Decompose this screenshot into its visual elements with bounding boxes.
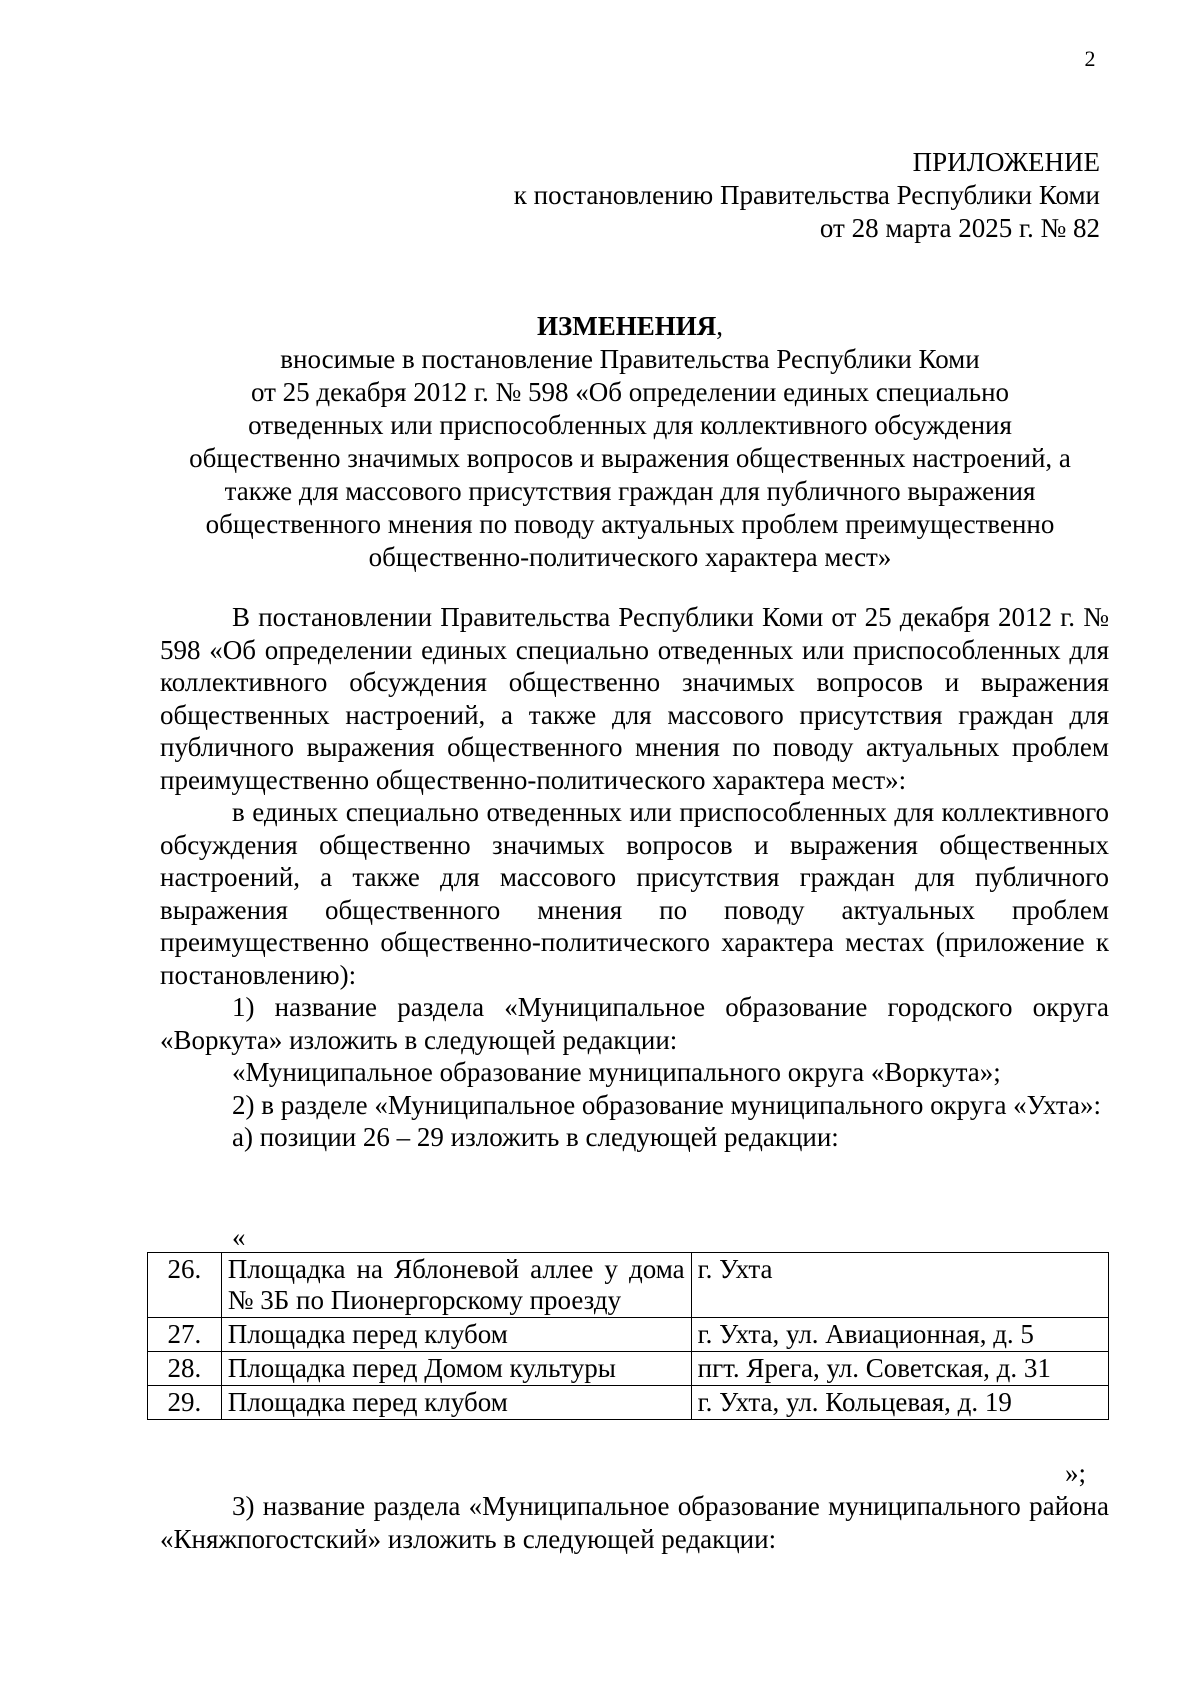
document-title xyxy=(150,310,1110,574)
row-place: Площадка перед Домом культуры xyxy=(221,1352,691,1386)
row-number: 29. xyxy=(148,1386,222,1420)
title-heading-punct: , xyxy=(716,311,723,341)
body-item-3-block xyxy=(160,1490,1109,1556)
table-row xyxy=(148,1386,1109,1420)
table-row xyxy=(148,1253,1109,1318)
title-line: общественно значимых вопросов и выражения общественных настроений, а xyxy=(189,443,1071,473)
title-line: вносимые в постановление Правительства Республики Коми xyxy=(280,344,980,374)
title-line: общественного мнения по поводу актуальных проблем преимущественно xyxy=(205,509,1055,539)
appendix-header xyxy=(514,146,1100,245)
body-paragraph-scope: в единых специально отведенных или приспособленных для коллективного обсуждения общественно значимых вопросов и выражения общественных настроений, а также для массового присутствия граждан для публичного выражения общественного мнения по поводу актуальных проблем преимущественно общественно-политического характера местах (приложение к постановлению): xyxy=(160,797,1109,990)
row-number: 28. xyxy=(148,1352,222,1386)
body-item-3: 3) название раздела «Муниципальное образование муниципального района «Княжпогостский» изложить в следующей редакции: xyxy=(160,1491,1109,1554)
row-place: Площадка на Яблоневой аллее у дома № 3Б по Пионергорскому проезду xyxy=(221,1253,691,1318)
title-heading: ИЗМЕНЕНИЯ xyxy=(536,311,717,341)
row-place: Площадка перед клубом xyxy=(221,1386,691,1420)
title-line: от 25 декабря 2012 г. № 598 «Об определении единых специально xyxy=(250,377,1010,407)
row-place: Площадка перед клубом xyxy=(221,1318,691,1352)
appendix-label: ПРИЛОЖЕНИЕ xyxy=(912,147,1100,177)
body-item-2: 2) в разделе «Муниципальное образование муниципального округа «Ухта»: xyxy=(232,1089,1102,1120)
body-item-1: 1) название раздела «Муниципальное образование городского округа «Воркута» изложить в следующей редакции: xyxy=(160,992,1109,1055)
document-body xyxy=(160,601,1109,1154)
body-item-2a: а) позиции 26 – 29 изложить в следующей редакции: xyxy=(232,1122,839,1152)
appendix-line-1: к постановлению Правительства Республики Коми xyxy=(513,180,1100,210)
title-line: отведенных или приспособленных для коллективного обсуждения xyxy=(248,410,1012,440)
row-address: г. Ухта, ул. Кольцевая, д. 19 xyxy=(691,1386,1108,1420)
page-number: 2 xyxy=(1084,46,1096,71)
quote-close: »; xyxy=(1065,1458,1087,1488)
title-line: также для массового присутствия граждан для публичного выражения xyxy=(224,476,1036,506)
row-number: 27. xyxy=(148,1318,222,1352)
appendix-line-2: от 28 марта 2025 г. № 82 xyxy=(819,213,1100,243)
row-address: г. Ухта, ул. Авиационная, д. 5 xyxy=(691,1318,1108,1352)
quote-open: « xyxy=(232,1222,246,1252)
title-line: общественно-политического характера мест» xyxy=(368,542,892,572)
body-paragraph-intro: В постановлении Правительства Республики Коми от 25 декабря 2012 г. № 598 «Об определении единых специально отведенных или приспособленных для коллективного обсуждения общественно значимых вопросов и выражения общественных настроений, а также для массового присутствия граждан для публичного выражения общественного мнения по поводу актуальных проблем преимущественно общественно-политического характера мест»: xyxy=(160,602,1109,795)
positions-table xyxy=(147,1252,1109,1420)
row-address: г. Ухта xyxy=(691,1253,1108,1318)
row-number: 26. xyxy=(148,1253,222,1318)
table-row xyxy=(148,1352,1109,1386)
row-address: пгт. Ярега, ул. Советская, д. 31 xyxy=(691,1352,1108,1386)
title-heading-line xyxy=(150,310,1110,343)
table-row xyxy=(148,1318,1109,1352)
body-item-1-new-text: «Муниципальное образование муниципального округа «Воркута»; xyxy=(232,1057,1001,1087)
